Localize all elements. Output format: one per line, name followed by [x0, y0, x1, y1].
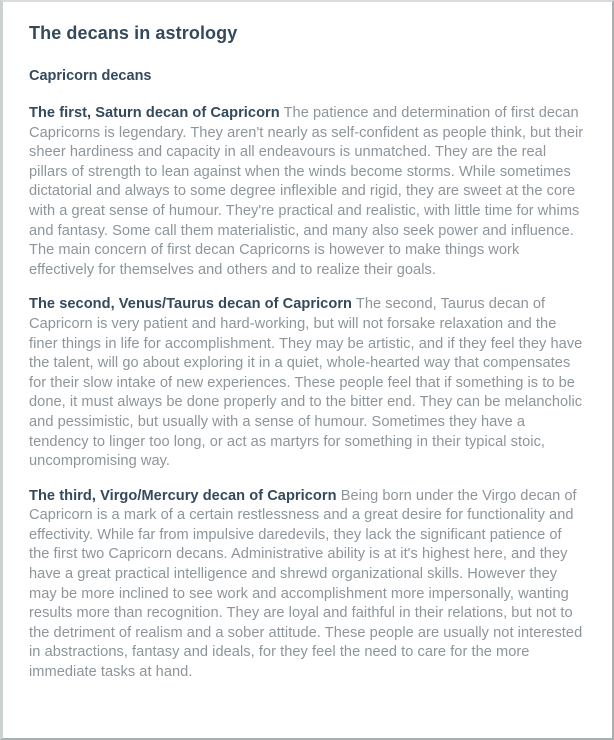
decan-paragraph-second	[29, 295, 585, 471]
decan-paragraph-text: Being born under the Virgo decan of Capricorn is a mark of a certain restlessness and a great desire for functionality and effectivity. While far from impulsive daredevils, they lack the significant patience of the first two Capricorn decans. Administrative ability is at it's highest here, and they have a great practical intelligence and shrewd organizational skills. However they may be more inclined to see work and accomplishment more impersonally, wanting results more than recognition. They are loyal and faithful in their relations, but not to the detriment of realism and a sober attitude. These people are usually not interested in abstractions, fantasy and ideals, for they feel the need to care for the more immediate tasks at hand.	[29, 487, 583, 681]
decan-paragraph-lead: The first, Saturn decan of Capricorn	[29, 105, 280, 121]
article-content	[3, 2, 612, 683]
section-heading: Capricorn decans	[29, 68, 152, 84]
decan-paragraph-third	[29, 487, 585, 683]
page-title: The decans in astrology	[29, 23, 238, 43]
decan-paragraph-lead: The second, Venus/Taurus decan of Capricorn	[29, 296, 353, 313]
decan-paragraph-lead: The third, Virgo/Mercury decan of Capricorn	[29, 487, 337, 504]
decan-paragraph-first	[29, 104, 585, 280]
decan-paragraph-text: The second, Taurus decan of Capricorn is very patient and hard-working, but will not forsake relaxation and the finer things in life for accomplishment. They may be artistic, and if they feel they have the talent, will go about exploring it in a quiet, whole-hearted way that compensates for their slow intake of new experiences. These people feel that if something is to be done, it must always be done properly and to the bitter end. They can be melancholic and pessimistic, but usually with a sense of humour. Sometimes they have a tendency to linger too long, or act as martyrs for something in their typical stoic, uncompromising way.	[29, 296, 583, 470]
decan-paragraph-text: The patience and determination of first decan Capricorns is legendary. They aren't nearly as self-confident as people think, but their sheer hardiness and capacity in all endeavours is unmatched. They are the real pillars of strength to lean against when the winds become storms. While sometimes dictatorial and always to some degree inflexible and rigid, they are sweet at the core with a great sense of humour. They're practical and realistic, with little time for whims and fantasy. Some call them materialistic, and many also seek power and influence. The main concern of first decan Capricorns is however to make things work effectively for themselves and others and to realize their goals.	[29, 105, 584, 278]
